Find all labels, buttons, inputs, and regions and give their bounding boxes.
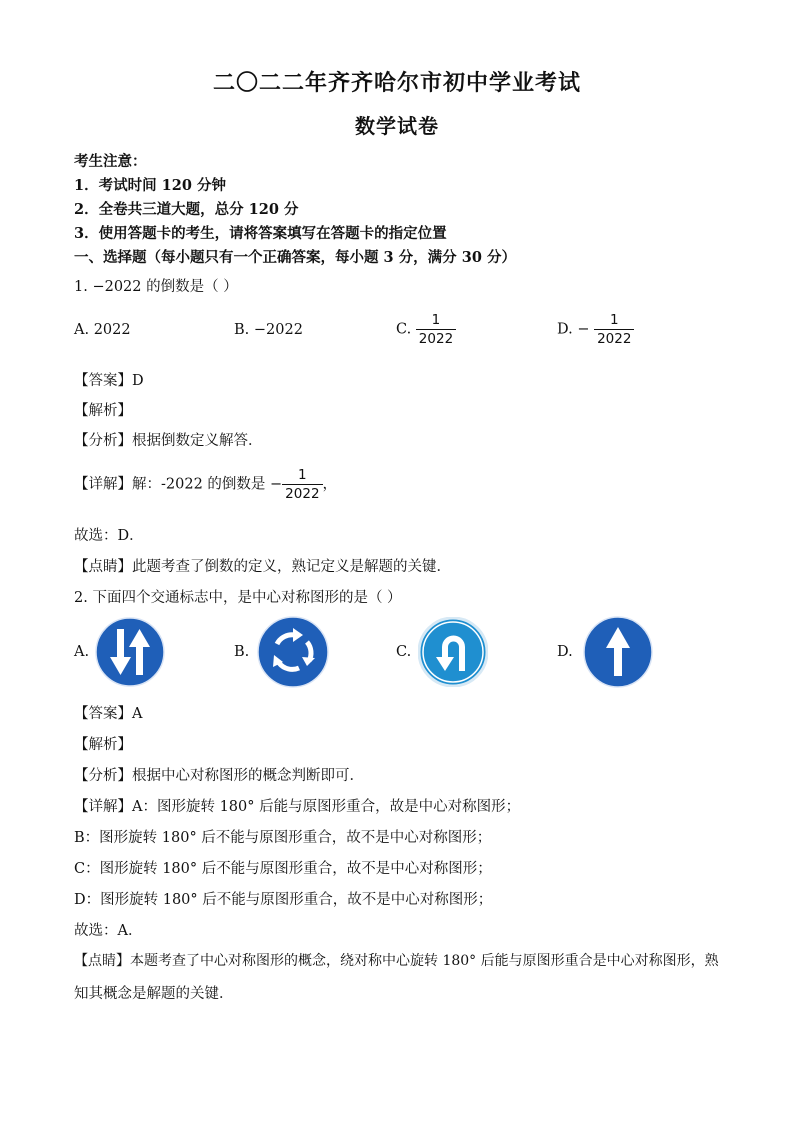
page-subtitle: 数学试卷: [355, 114, 439, 138]
q2-comment-line1: 【点睛】本题考查了中心对称图形的概念，绕对称中心旋转 180° 后能与原图形重合是中心对称图形，熟: [74, 953, 719, 969]
u-turn-sign-icon: [418, 617, 488, 687]
q2-option-a-label: A.: [74, 644, 90, 660]
q2-detail-a: 【详解】A：图形旋转 180° 后能与原图形重合，故是中心对称图形；: [74, 799, 521, 815]
page-title: 二〇二二年齐齐哈尔市初中学业考试: [212, 70, 581, 96]
notice-heading: 考生注意：: [74, 153, 147, 170]
q1-option-c: C. $\frac{1}{2022}$: [396, 311, 456, 348]
q2-option-c-label: C.: [396, 644, 412, 660]
notice-item-1: 1．考试时间 120 分钟: [74, 177, 226, 194]
notice-item-2: 2．全卷共三道大题，总分 120 分: [74, 201, 299, 218]
q2-option-d-label: D.: [557, 644, 573, 660]
q1-stem: 1. −2022 的倒数是（ ）: [74, 279, 238, 295]
q2-choose: 故选：A．: [74, 923, 143, 939]
q2-detail-b: B：图形旋转 180° 后不能与原图形重合，故不是中心对称图形；: [74, 830, 492, 846]
q2-analysis-label: 【解析】: [74, 737, 132, 753]
q2-comment-line2: 知其概念是解题的关键．: [74, 986, 234, 1002]
q2-answer: 【答案】A: [74, 706, 143, 722]
section-heading: 一、选择题（每小题只有一个正确答案，每小题 3 分，满分 30 分）: [74, 249, 516, 266]
q1-answer: 【答案】D: [74, 373, 144, 389]
q1-option-c-fraction: $\frac{1}{2022}$: [416, 311, 456, 348]
q1-detail-fraction: $\frac{1}{2022}$: [282, 466, 322, 503]
q1-fenxi: 【分析】根据倒数定义解答．: [74, 433, 263, 449]
q1-option-b: B. −2022: [234, 322, 303, 338]
q2-detail-d: D：图形旋转 180° 后不能与原图形重合，故不是中心对称图形；: [74, 892, 493, 908]
q2-fenxi: 【分析】根据中心对称图形的概念判断即可．: [74, 768, 364, 784]
notice-item-3: 3．使用答题卡的考生，请将答案填写在答题卡的指定位置: [74, 225, 447, 242]
q1-analysis-label: 【解析】: [74, 403, 132, 419]
q1-option-d-fraction: $\frac{1}{2022}$: [594, 311, 634, 348]
roundabout-sign-icon: [257, 616, 329, 688]
q1-option-d: D. − $\frac{1}{2022}$: [557, 311, 634, 348]
q1-choose: 故选：D．: [74, 528, 144, 544]
q1-comment: 【点睛】此题考查了倒数的定义，熟记定义是解题的关键．: [74, 559, 451, 575]
opposite-arrows-sign-icon: [95, 617, 165, 687]
q2-detail-c: C：图形旋转 180° 后不能与原图形重合，故不是中心对称图形；: [74, 861, 492, 877]
q2-option-b-label: B.: [234, 644, 250, 660]
q1-option-a: A. 2022: [74, 322, 131, 338]
q1-detail: 【详解】解：-2022 的倒数是 − $\frac{1}{2022}$ ，: [74, 467, 338, 502]
straight-ahead-sign-icon: [583, 616, 653, 688]
q2-stem: 2. 下面四个交通标志中，是中心对称图形的是（ ）: [74, 590, 402, 606]
